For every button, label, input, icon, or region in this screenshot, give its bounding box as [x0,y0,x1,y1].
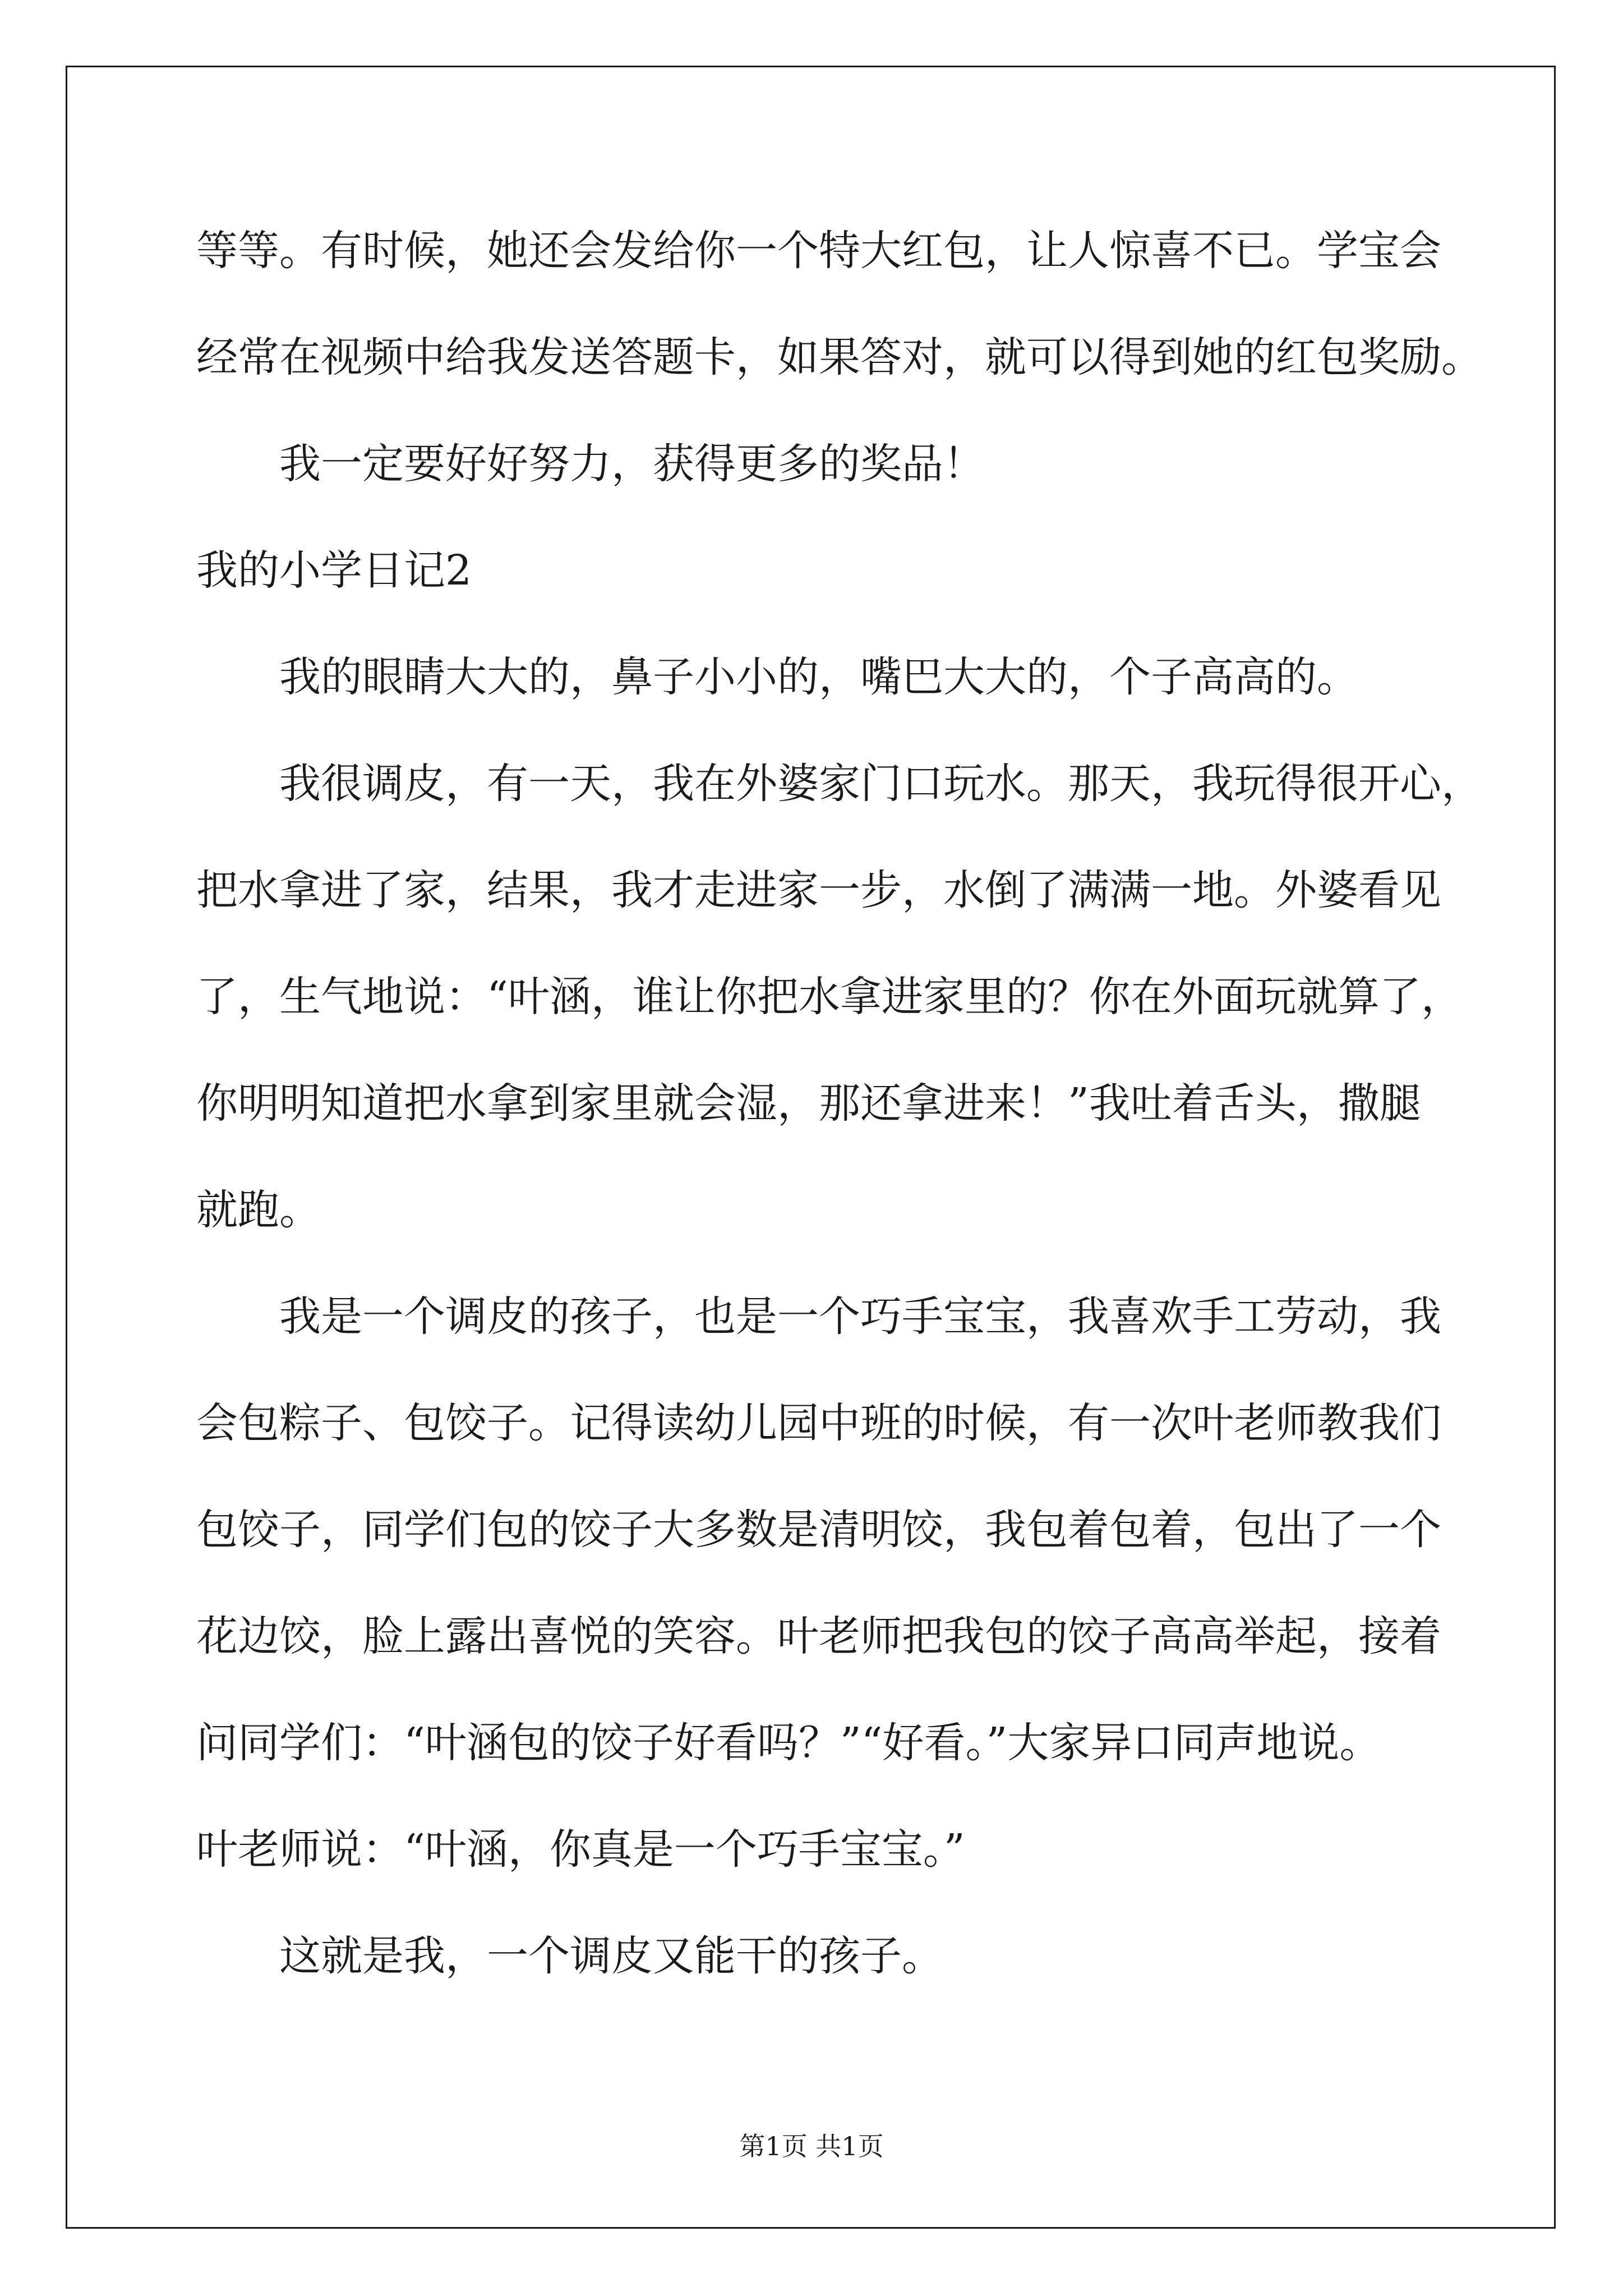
text-line: 花边饺，脸上露出喜悦的笑容。叶老师把我包的饺子高高举起，接着 [196,1612,1441,1660]
text-line: 叶老师说：“叶涵，你真是一个巧手宝宝。” [196,1825,965,1874]
text-line: 这就是我，一个调皮又能干的孩子。 [279,1932,943,1980]
text-line: 包饺子，同学们包的饺子大多数是清明饺，我包着包着，包出了一个 [196,1506,1441,1554]
page-border [66,66,1556,2229]
section-heading: 我的小学日记2 [196,546,472,595]
text-line: 问同学们：“叶涵包的饺子好看吗？”“好看。”大家异口同声地说。 [196,1719,1381,1767]
text-line: 我的眼睛大大的，鼻子小小的，嘴巴大大的，个子高高的。 [279,653,1358,701]
text-line: 等等。有时候，她还会发给你一个特大红包，让人惊喜不已。学宝会 [196,227,1441,275]
text-line: 我很调皮，有一天，我在外婆家门口玩水。那天，我玩得很开心， [279,760,1483,808]
text-line: 我一定要好好努力，获得更多的奖品！ [279,440,985,488]
text-line: 我是一个调皮的孩子，也是一个巧手宝宝，我喜欢手工劳动，我 [279,1292,1441,1341]
text-line: 了，生气地说：“叶涵，谁让你把水拿进家里的？你在外面玩就算了， [196,973,1463,1021]
text-line: 就跑。 [196,1186,321,1234]
text-line: 会包粽子、包饺子。记得读幼儿园中班的时候，有一次叶老师教我们 [196,1399,1441,1447]
text-line: 经常在视频中给我发送答题卡，如果答对，就可以得到她的红包奖励。 [196,333,1483,381]
text-line: 你明明知道把水拿到家里就会湿，那还拿进来！”我吐着舌头，撒腿 [196,1079,1421,1128]
page-footer: 第1页 共1页 [739,2131,884,2161]
text-line: 把水拿进了家，结果，我才走进家一步，水倒了满满一地。外婆看见 [196,866,1441,914]
